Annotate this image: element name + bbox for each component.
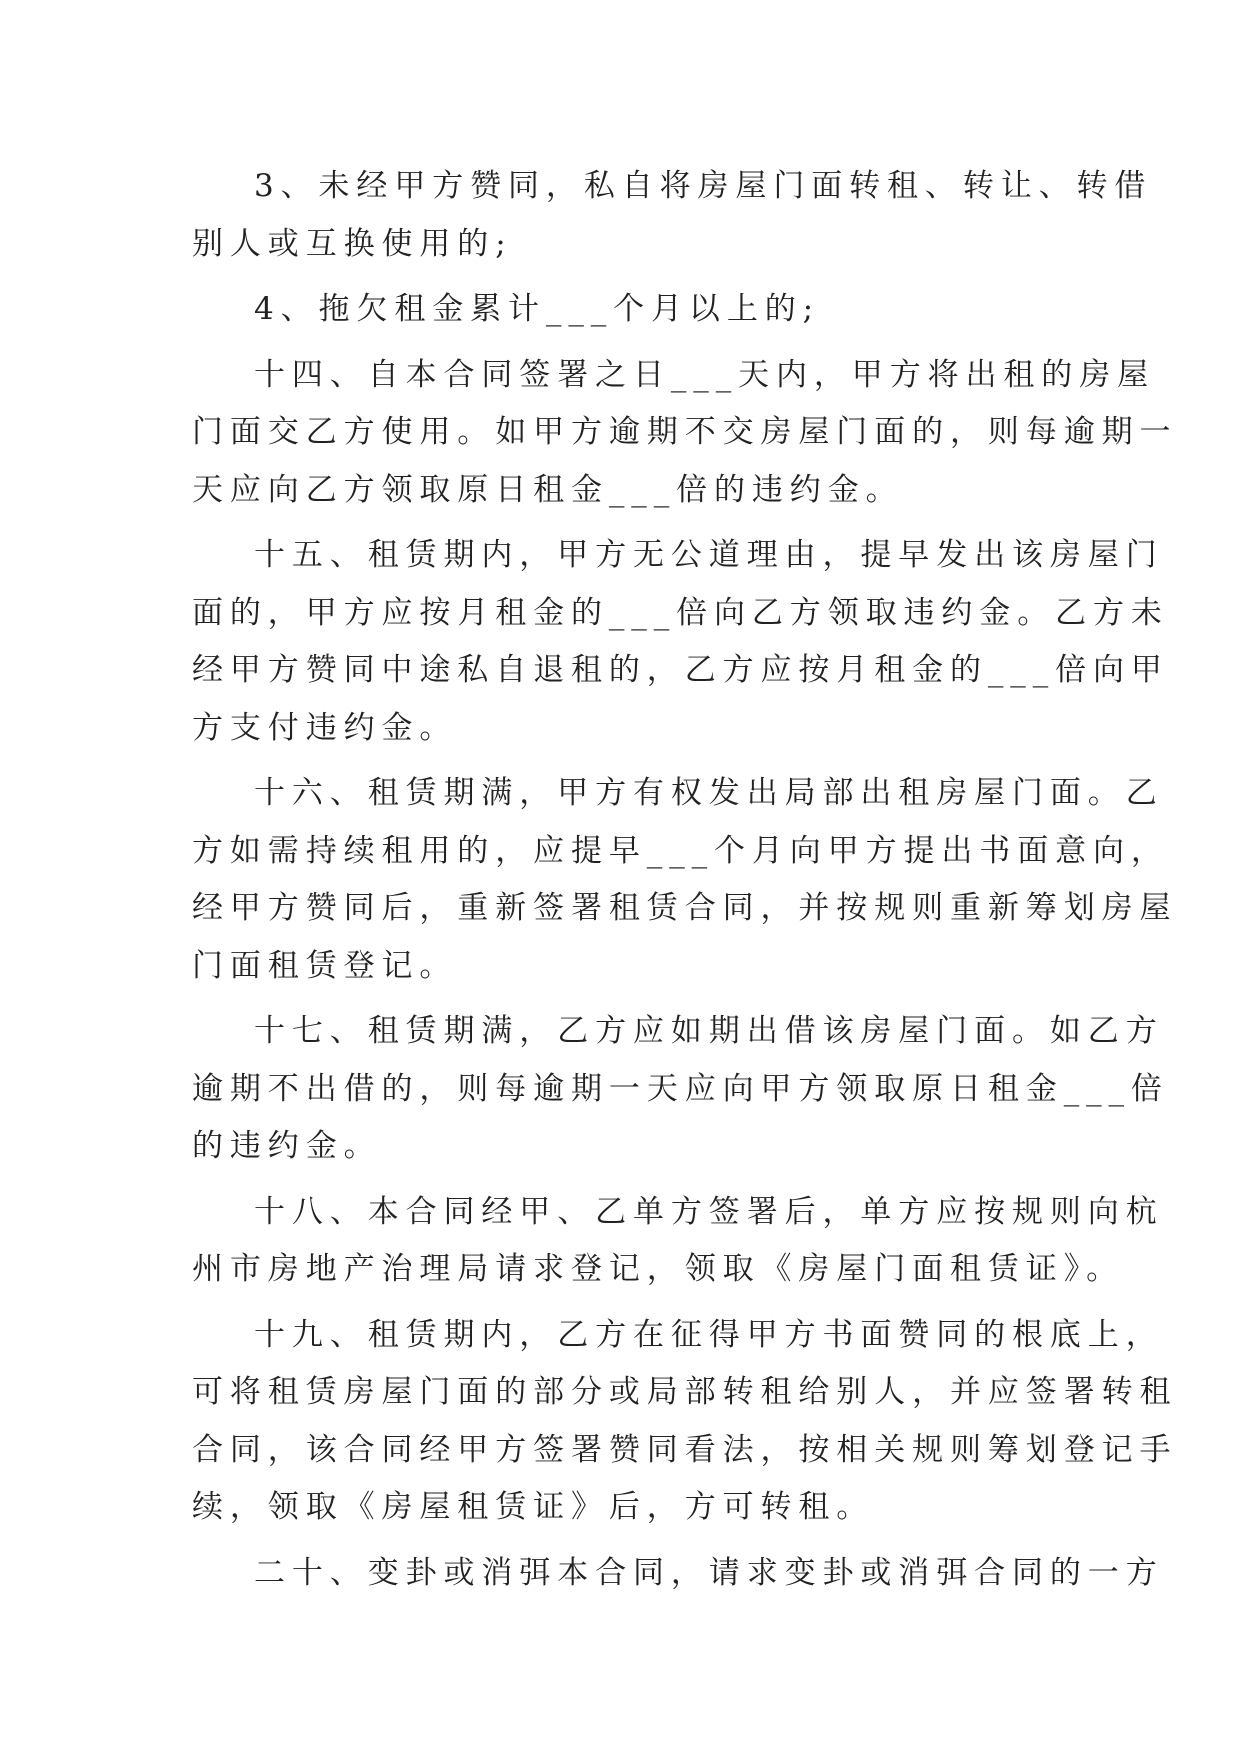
text-line: 面的，甲方应按月租金的___倍向乙方领取违约金。乙方未	[192, 594, 1169, 631]
paragraph-article-18	[192, 1184, 1164, 1299]
text-line: 天应向乙方领取原日租金___倍的违约金。	[192, 471, 904, 508]
text-line: 十九、租赁期内，乙方在征得甲方书面赞同的根底上，	[254, 1316, 1164, 1353]
text-line: 州市房地产治理局请求登记，领取《房屋门面租赁证》。	[192, 1251, 1124, 1287]
text-line: 门面租赁登记。	[192, 947, 458, 984]
paragraph-article-19	[192, 1307, 1178, 1537]
text-line: 的违约金。	[192, 1128, 382, 1164]
text-line: 经甲方赞同中途私自退租的，乙方应按月租金的___倍向甲	[192, 652, 1169, 688]
paragraph-clause-4	[192, 281, 1052, 339]
text-line: 可将租赁房屋门面的部分或局部转租给别人，并应签署转租	[192, 1374, 1178, 1410]
paragraph-article-20	[192, 1545, 1164, 1603]
text-line: 十四、自本合同签署之日___天内，甲方将出租的房屋	[254, 356, 1155, 393]
text-line: 续，领取《房屋租赁证》后，方可转租。	[192, 1489, 875, 1525]
text-line: 门面交乙方使用。如甲方逾期不交房屋门面的，则每逾期一	[192, 414, 1178, 450]
text-line: 十七、租赁期满，乙方应如期出借该房屋门面。如乙方	[254, 1013, 1164, 1049]
text-line: 别人或互换使用的;	[192, 225, 513, 262]
text-line: 4、拖欠租金累计___个月以上的;	[254, 291, 820, 327]
paragraph-article-16	[192, 765, 1178, 995]
text-line: 经甲方赞同后，重新签署租赁合同，并按规则重新筹划房屋	[192, 890, 1178, 926]
text-line: 二十、变卦或消弭本合同，请求变卦或消弭合同的一方	[254, 1554, 1164, 1591]
document-body	[192, 158, 1178, 1610]
paragraph-article-14	[192, 347, 1178, 520]
text-line: 3、未经甲方赞同，私自将房屋门面转租、转让、转借	[254, 168, 1153, 204]
text-line: 十五、租赁期内，甲方无公道理由，提早发出该房屋门	[254, 537, 1164, 573]
text-line: 十六、租赁期满，甲方有权发出局部出租房屋门面。乙	[254, 775, 1164, 811]
paragraph-article-17	[192, 1003, 1169, 1176]
text-line: 十八、本合同经甲、乙单方签署后，单方应按规则向杭	[254, 1193, 1164, 1230]
paragraph-clause-3	[192, 158, 1153, 273]
text-line: 方支付违约金。	[192, 709, 458, 746]
text-line: 方如需持续租用的，应提早___个月向甲方提出书面意向，	[192, 832, 1169, 869]
paragraph-article-15	[192, 527, 1169, 757]
text-line: 合同，该合同经甲方签署赞同看法，按相关规则筹划登记手	[192, 1431, 1178, 1468]
text-line: 逾期不出借的，则每逾期一天应向甲方领取原日租金___倍	[192, 1070, 1169, 1107]
